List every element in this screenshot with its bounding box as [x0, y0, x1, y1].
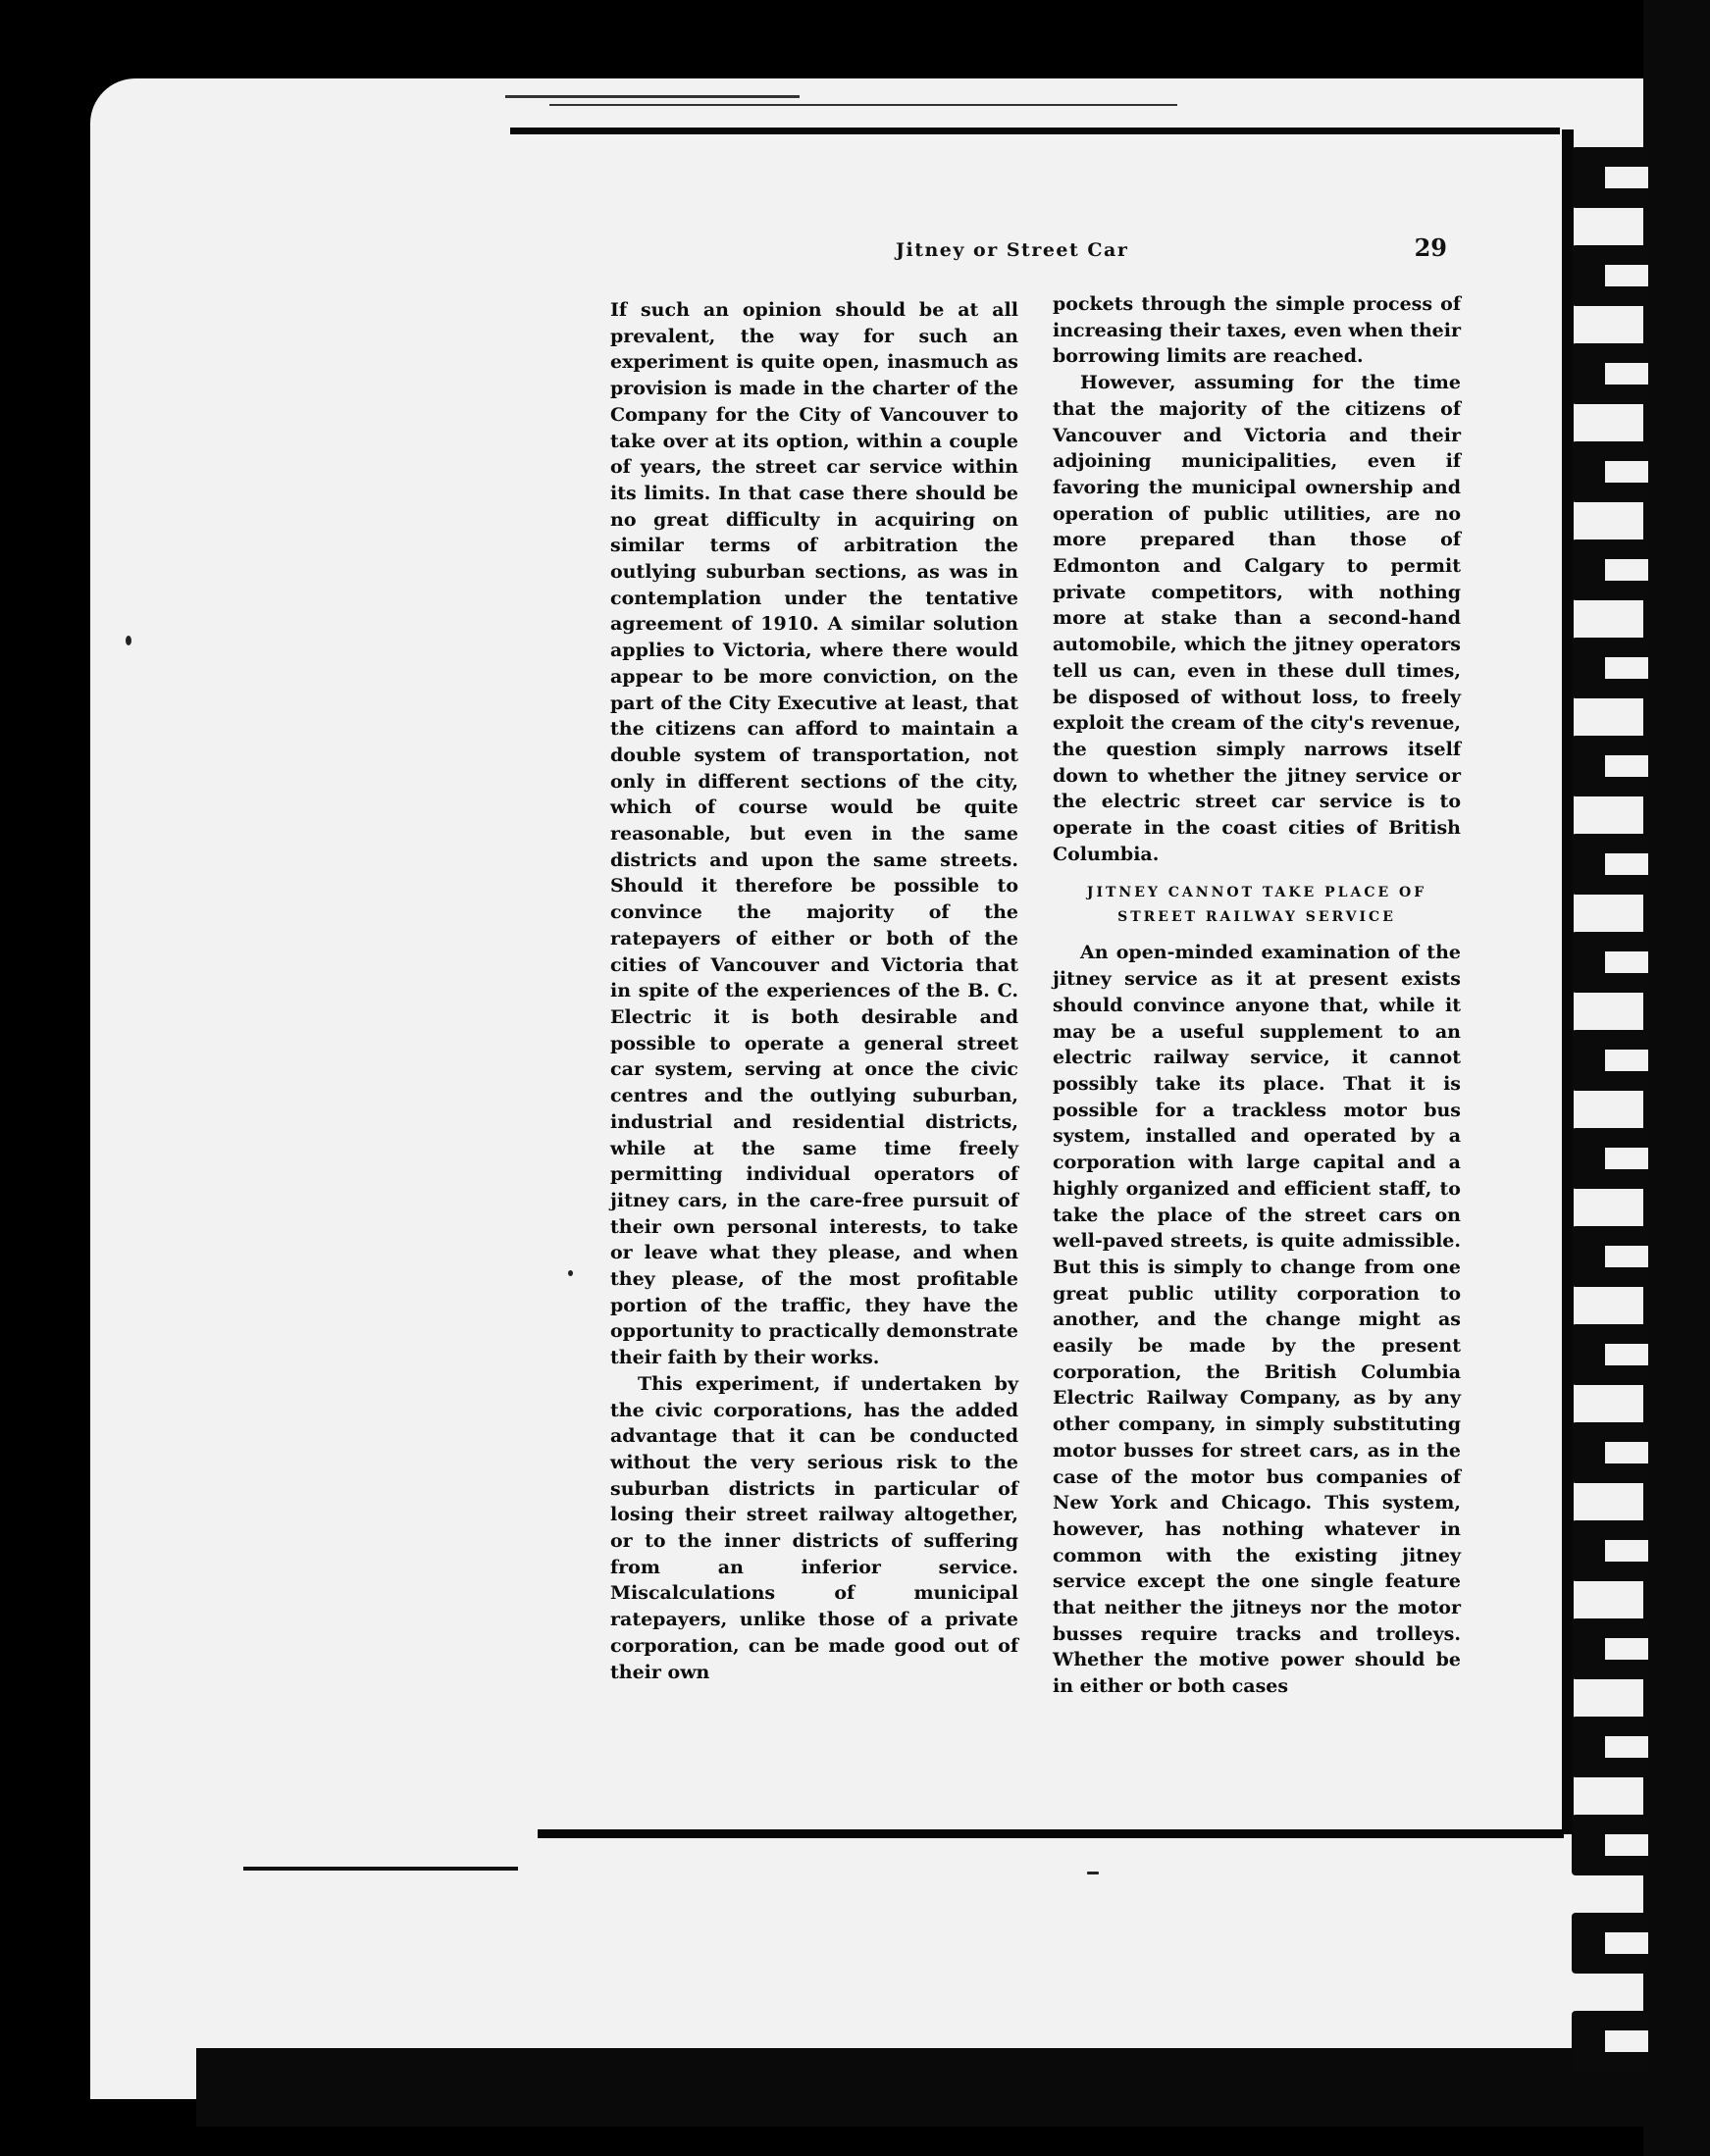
paragraph: pockets through the simple process of increasing their taxes, even when their borrowing limits are reached.: [1053, 293, 1461, 368]
subheading-line: JITNEY CANNOT TAKE PLACE OF: [1086, 885, 1427, 901]
page-shadow: [196, 2048, 1707, 2127]
scan-border: [1643, 0, 1710, 2156]
scan-artifact: [549, 104, 1177, 106]
top-rule: [510, 128, 1560, 134]
running-title: Jitney or Street Car: [896, 239, 1129, 261]
scan-artifact: [505, 95, 800, 98]
left-column: [610, 297, 1018, 1685]
section-subheading: [1053, 881, 1461, 930]
right-column: [1053, 291, 1461, 1700]
paragraph: This experiment, if undertaken by the civic corporations, has the added advantage that it can be conducted without the very serious risk to the suburban districts in particular of losing their street railway altogether, or to the inner districts of suffering from an inferior service. Miscalculations of municipal ratepayers, unlike those of a private corporation, can be made good out of their own: [610, 1372, 1018, 1683]
scan-speck: [1087, 1872, 1099, 1874]
scan-speck: [568, 1270, 573, 1276]
subheading-line: STREET RAILWAY SERVICE: [1117, 909, 1396, 926]
paragraph: If such an opinion should be at all prevalent, the way for such an experiment is quite open, inasmuch as provision is made in the charter of the Company for the City of Vancouver to take over at its option, within a couple of years, the street car service within its limits. In that case there should be no great difficulty in acquiring on similar terms of arbitration the outlying suburban sections, as was in contemplation under the tentative agreement of 1910. A similar solution applies to Victoria, where there would appear to be more conviction, on the part of the City Executive at least, that the citizens can afford to maintain a double system of transportation, not only in different sections of the city, which of course would be quite reasonable, but even in the same districts and upon the same streets. Should it therefore be possible to convince the majority of the ratepayers of either or both of the cities of Vancouver and Victoria that in spite of the experiences of the B. C. Electric it is both desirable and possible to operate a general street car system, serving at once the civic centres and the outlying suburban, industrial and residential districts, while at the same time freely permitting individual operators of jitney cars, in the care-free pursuit of their own personal interests, to take or leave what they please, and when they please, of the most profitable portion of the traffic, they have the opportunity to practically demonstrate their faith by their works.: [610, 299, 1018, 1369]
scan-artifact: [243, 1867, 518, 1871]
paragraph: However, assuming for the time that the majority of the citizens of Vancouver and Victoria and their adjoining municipalities, even if favoring the municipal ownership and operation of public utilities, are no more prepared than those of Edmonton and Calgary to permit private competitors, with nothing more at stake than a second-hand automobile, which the jitney operators tell us can, even in these dull times, be disposed of without loss, to freely exploit the cream of the city's revenue, the question simply narrows itself down to whether the jitney service or the electric street car service is to operate in the coast cities of British Columbia.: [1053, 372, 1461, 865]
page-header: [613, 233, 1447, 267]
paragraph: An open-minded examination of the jitney service as it at present exists should convince anyone that, while it may be a useful supplement to an electric railway service, it cannot possibly take its place. That it is possible for a trackless motor bus system, installed and operated by a corporation with large capital and a highly organized and efficient staff, to take the place of the street cars on well-paved streets, is quite admissible. But this is simply to change from one great public utility corporation to another, and the change might as easily be made by the present corporation, the British Columbia Electric Railway Company, as by any other company, in simply substituting motor busses for street cars, as in the case of the motor bus companies of New York and Chicago. This system, however, has nothing whatever in common with the existing jitney service except the one single feature that neither the jitneys nor the motor busses require tracks and trolleys. Whether the motive power should be in either or both cases: [1053, 942, 1461, 1698]
spiral-binding: [1572, 128, 1650, 2109]
bottom-rule: [538, 1829, 1564, 1838]
scan-speck: [126, 636, 131, 645]
page-number: 29: [1414, 233, 1447, 262]
